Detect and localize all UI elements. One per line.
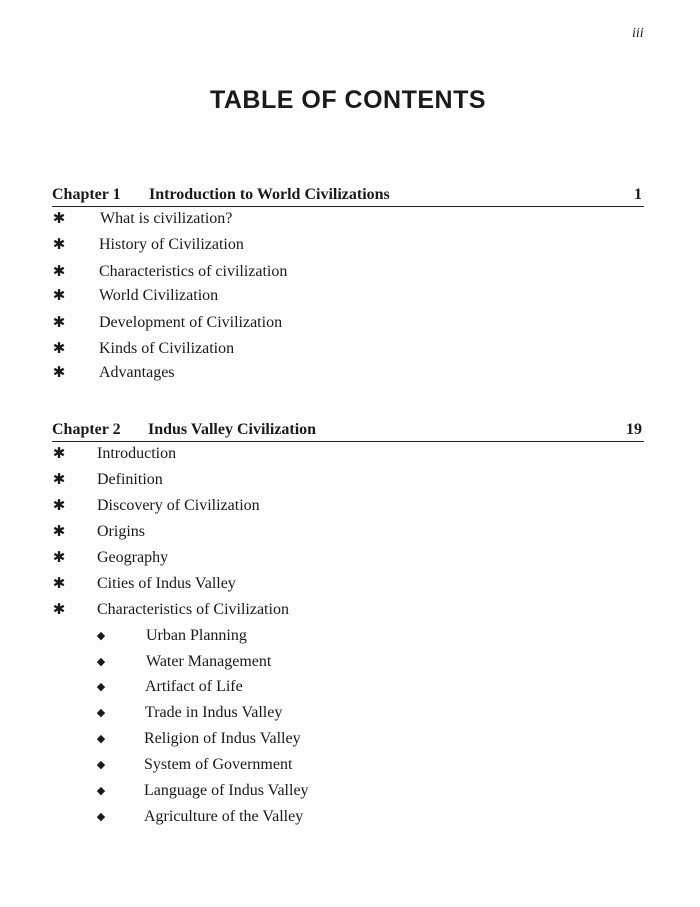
- toc-subitem-label: Agriculture of the Valley: [144, 808, 304, 825]
- asterisk-bullet-icon: ✱: [52, 524, 66, 540]
- diamond-bullet-icon: ◆: [96, 733, 106, 745]
- diamond-bullet-icon: ◆: [96, 759, 106, 771]
- asterisk-bullet-icon: ✱: [52, 498, 66, 514]
- toc-subitem-label: Artifact of Life: [145, 678, 243, 695]
- asterisk-bullet-icon: ✱: [52, 446, 66, 462]
- toc-item-label: Cities of Indus Valley: [97, 575, 236, 592]
- diamond-bullet-icon: ◆: [96, 656, 106, 668]
- toc-subitem-label: Urban Planning: [146, 627, 247, 644]
- asterisk-bullet-icon: ✱: [52, 365, 66, 381]
- diamond-bullet-icon: ◆: [96, 811, 106, 823]
- toc-item-label: Discovery of Civilization: [97, 497, 260, 514]
- chapter-title: Introduction to World Civilizations: [149, 186, 390, 203]
- toc-item-label: What is civilization?: [100, 210, 233, 227]
- toc-item-label: Characteristics of civilization: [99, 263, 288, 280]
- page-title-text: TABLE OF CONTENTS: [209, 86, 487, 114]
- asterisk-bullet-icon: ✱: [52, 237, 66, 253]
- asterisk-bullet-icon: ✱: [52, 315, 66, 331]
- toc-subitem-label: Religion of Indus Valley: [144, 730, 301, 747]
- asterisk-bullet-icon: ✱: [52, 576, 66, 592]
- asterisk-bullet-icon: ✱: [52, 472, 66, 488]
- page-number: iii: [632, 26, 644, 41]
- diamond-bullet-icon: ◆: [96, 707, 106, 719]
- toc-item-label: Kinds of Civilization: [99, 340, 235, 357]
- diamond-bullet-icon: ◆: [96, 681, 106, 693]
- asterisk-bullet-icon: ✱: [52, 211, 66, 227]
- toc-item-label: Characteristics of Civilization: [97, 601, 289, 618]
- asterisk-bullet-icon: ✱: [52, 264, 66, 280]
- toc-subitem-label: System of Government: [144, 756, 293, 773]
- chapter-title: Indus Valley Civilization: [148, 421, 317, 438]
- chapter-2-heading[interactable]: [52, 419, 644, 442]
- diamond-bullet-icon: ◆: [96, 630, 106, 642]
- asterisk-bullet-icon: ✱: [52, 602, 66, 618]
- chapter-page: 1: [634, 186, 642, 203]
- toc-item-label: Development of Civilization: [99, 314, 283, 331]
- chapter-number: Chapter 1: [52, 186, 121, 203]
- toc-item-label: Definition: [97, 471, 163, 488]
- toc-subitem-label: Trade in Indus Valley: [145, 704, 283, 721]
- toc-item-label: Introduction: [97, 445, 177, 462]
- asterisk-bullet-icon: ✱: [52, 288, 66, 304]
- page-title: [0, 86, 700, 115]
- toc-item-label: World Civilization: [99, 287, 219, 304]
- toc-item-label: Geography: [97, 549, 169, 566]
- chapter-1-heading[interactable]: [52, 184, 644, 207]
- toc-item-label: History of Civilization: [99, 236, 244, 253]
- toc-subitem-label: Water Management: [146, 653, 272, 670]
- diamond-bullet-icon: ◆: [96, 785, 106, 797]
- asterisk-bullet-icon: ✱: [52, 550, 66, 566]
- chapter-number: Chapter 2: [52, 421, 121, 438]
- toc-subitem-label: Language of Indus Valley: [144, 782, 309, 799]
- toc-item-label: Advantages: [99, 364, 175, 381]
- chapter-page: 19: [626, 421, 642, 438]
- toc-item-label: Origins: [97, 523, 145, 540]
- asterisk-bullet-icon: ✱: [52, 341, 66, 357]
